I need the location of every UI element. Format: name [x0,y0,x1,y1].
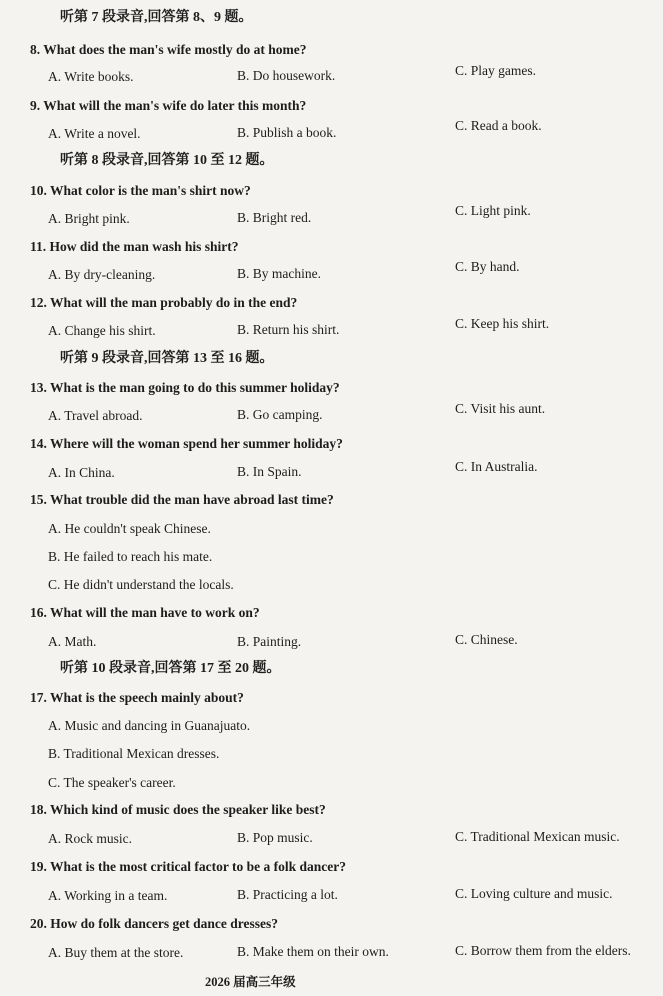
question-stem: 9. What will the man's wife do later this month? [30,98,307,113]
page-footer: 2026 届高三年级 [205,975,296,989]
option-b[interactable]: B. By machine. [237,266,321,281]
question-stem: 11. How did the man wash his shirt? [30,239,239,254]
option-b[interactable]: B. Bright red. [237,210,312,225]
question-stem: 12. What will the man probably do in the end? [30,295,298,310]
option-a[interactable]: A. Write books. [48,69,134,84]
option-c[interactable]: C. Loving culture and music. [455,886,613,901]
option-c[interactable]: C. Borrow them from the elders. [455,943,631,958]
option-a[interactable]: A. Math. [48,634,97,649]
question-stem: 13. What is the man going to do this summer holiday? [30,380,340,395]
option-a[interactable]: A. Working in a team. [48,888,168,903]
option-c[interactable]: C. By hand. [455,259,520,274]
question-stem: 18. Which kind of music does the speaker like best? [30,802,326,817]
question-stem: 17. What is the speech mainly about? [30,690,244,705]
option-c[interactable]: C. Keep his shirt. [455,316,550,331]
question-stem: 16. What will the man have to work on? [30,605,260,620]
option-b[interactable]: B. Painting. [237,634,302,649]
option-b[interactable]: B. Go camping. [237,407,323,422]
option-c[interactable]: C. Light pink. [455,203,531,218]
question-stem: 10. What color is the man's shirt now? [30,183,251,198]
option-c[interactable]: C. Visit his aunt. [455,401,546,416]
question-stem: 14. Where will the woman spend her summer holiday? [30,436,343,451]
option-c[interactable]: C. He didn't understand the locals. [48,577,234,592]
question-stem: 15. What trouble did the man have abroad last time? [30,492,334,507]
option-a[interactable]: A. Rock music. [48,831,132,846]
section-heading: 听第 7 段录音,回答第 8、9 题。 [60,10,253,25]
option-b[interactable]: B. Publish a book. [237,125,337,140]
section-heading: 听第 8 段录音,回答第 10 至 12 题。 [60,153,274,168]
option-a[interactable]: A. In China. [48,465,115,480]
question-stem: 19. What is the most critical factor to be a folk dancer? [30,859,346,874]
option-c[interactable]: C. Traditional Mexican music. [455,829,620,844]
option-a[interactable]: A. Buy them at the store. [48,945,184,960]
option-c[interactable]: C. The speaker's career. [48,775,176,790]
option-a[interactable]: A. By dry-cleaning. [48,267,156,282]
option-b[interactable]: B. Do housework. [237,68,336,83]
option-c[interactable]: C. Chinese. [455,632,518,647]
option-a[interactable]: A. Change his shirt. [48,323,156,338]
question-stem: 8. What does the man's wife mostly do at home? [30,42,307,57]
option-c[interactable]: C. Play games. [455,63,536,78]
option-b[interactable]: B. Return his shirt. [237,322,340,337]
option-a[interactable]: A. Travel abroad. [48,408,143,423]
section-heading: 听第 10 段录音,回答第 17 至 20 题。 [60,661,281,676]
option-b[interactable]: B. Make them on their own. [237,944,389,959]
option-a[interactable]: A. Bright pink. [48,211,130,226]
option-a[interactable]: A. Write a novel. [48,126,141,141]
option-c[interactable]: C. Read a book. [455,118,542,133]
option-b[interactable]: B. He failed to reach his mate. [48,549,213,564]
option-b[interactable]: B. Pop music. [237,830,313,845]
section-heading: 听第 9 段录音,回答第 13 至 16 题。 [60,351,274,366]
option-a[interactable]: A. Music and dancing in Guanajuato. [48,718,251,733]
option-b[interactable]: B. In Spain. [237,464,302,479]
option-c[interactable]: C. In Australia. [455,459,538,474]
option-b[interactable]: B. Traditional Mexican dresses. [48,746,220,761]
option-a[interactable]: A. He couldn't speak Chinese. [48,521,211,536]
question-stem: 20. How do folk dancers get dance dresses? [30,916,278,931]
option-b[interactable]: B. Practicing a lot. [237,887,338,902]
